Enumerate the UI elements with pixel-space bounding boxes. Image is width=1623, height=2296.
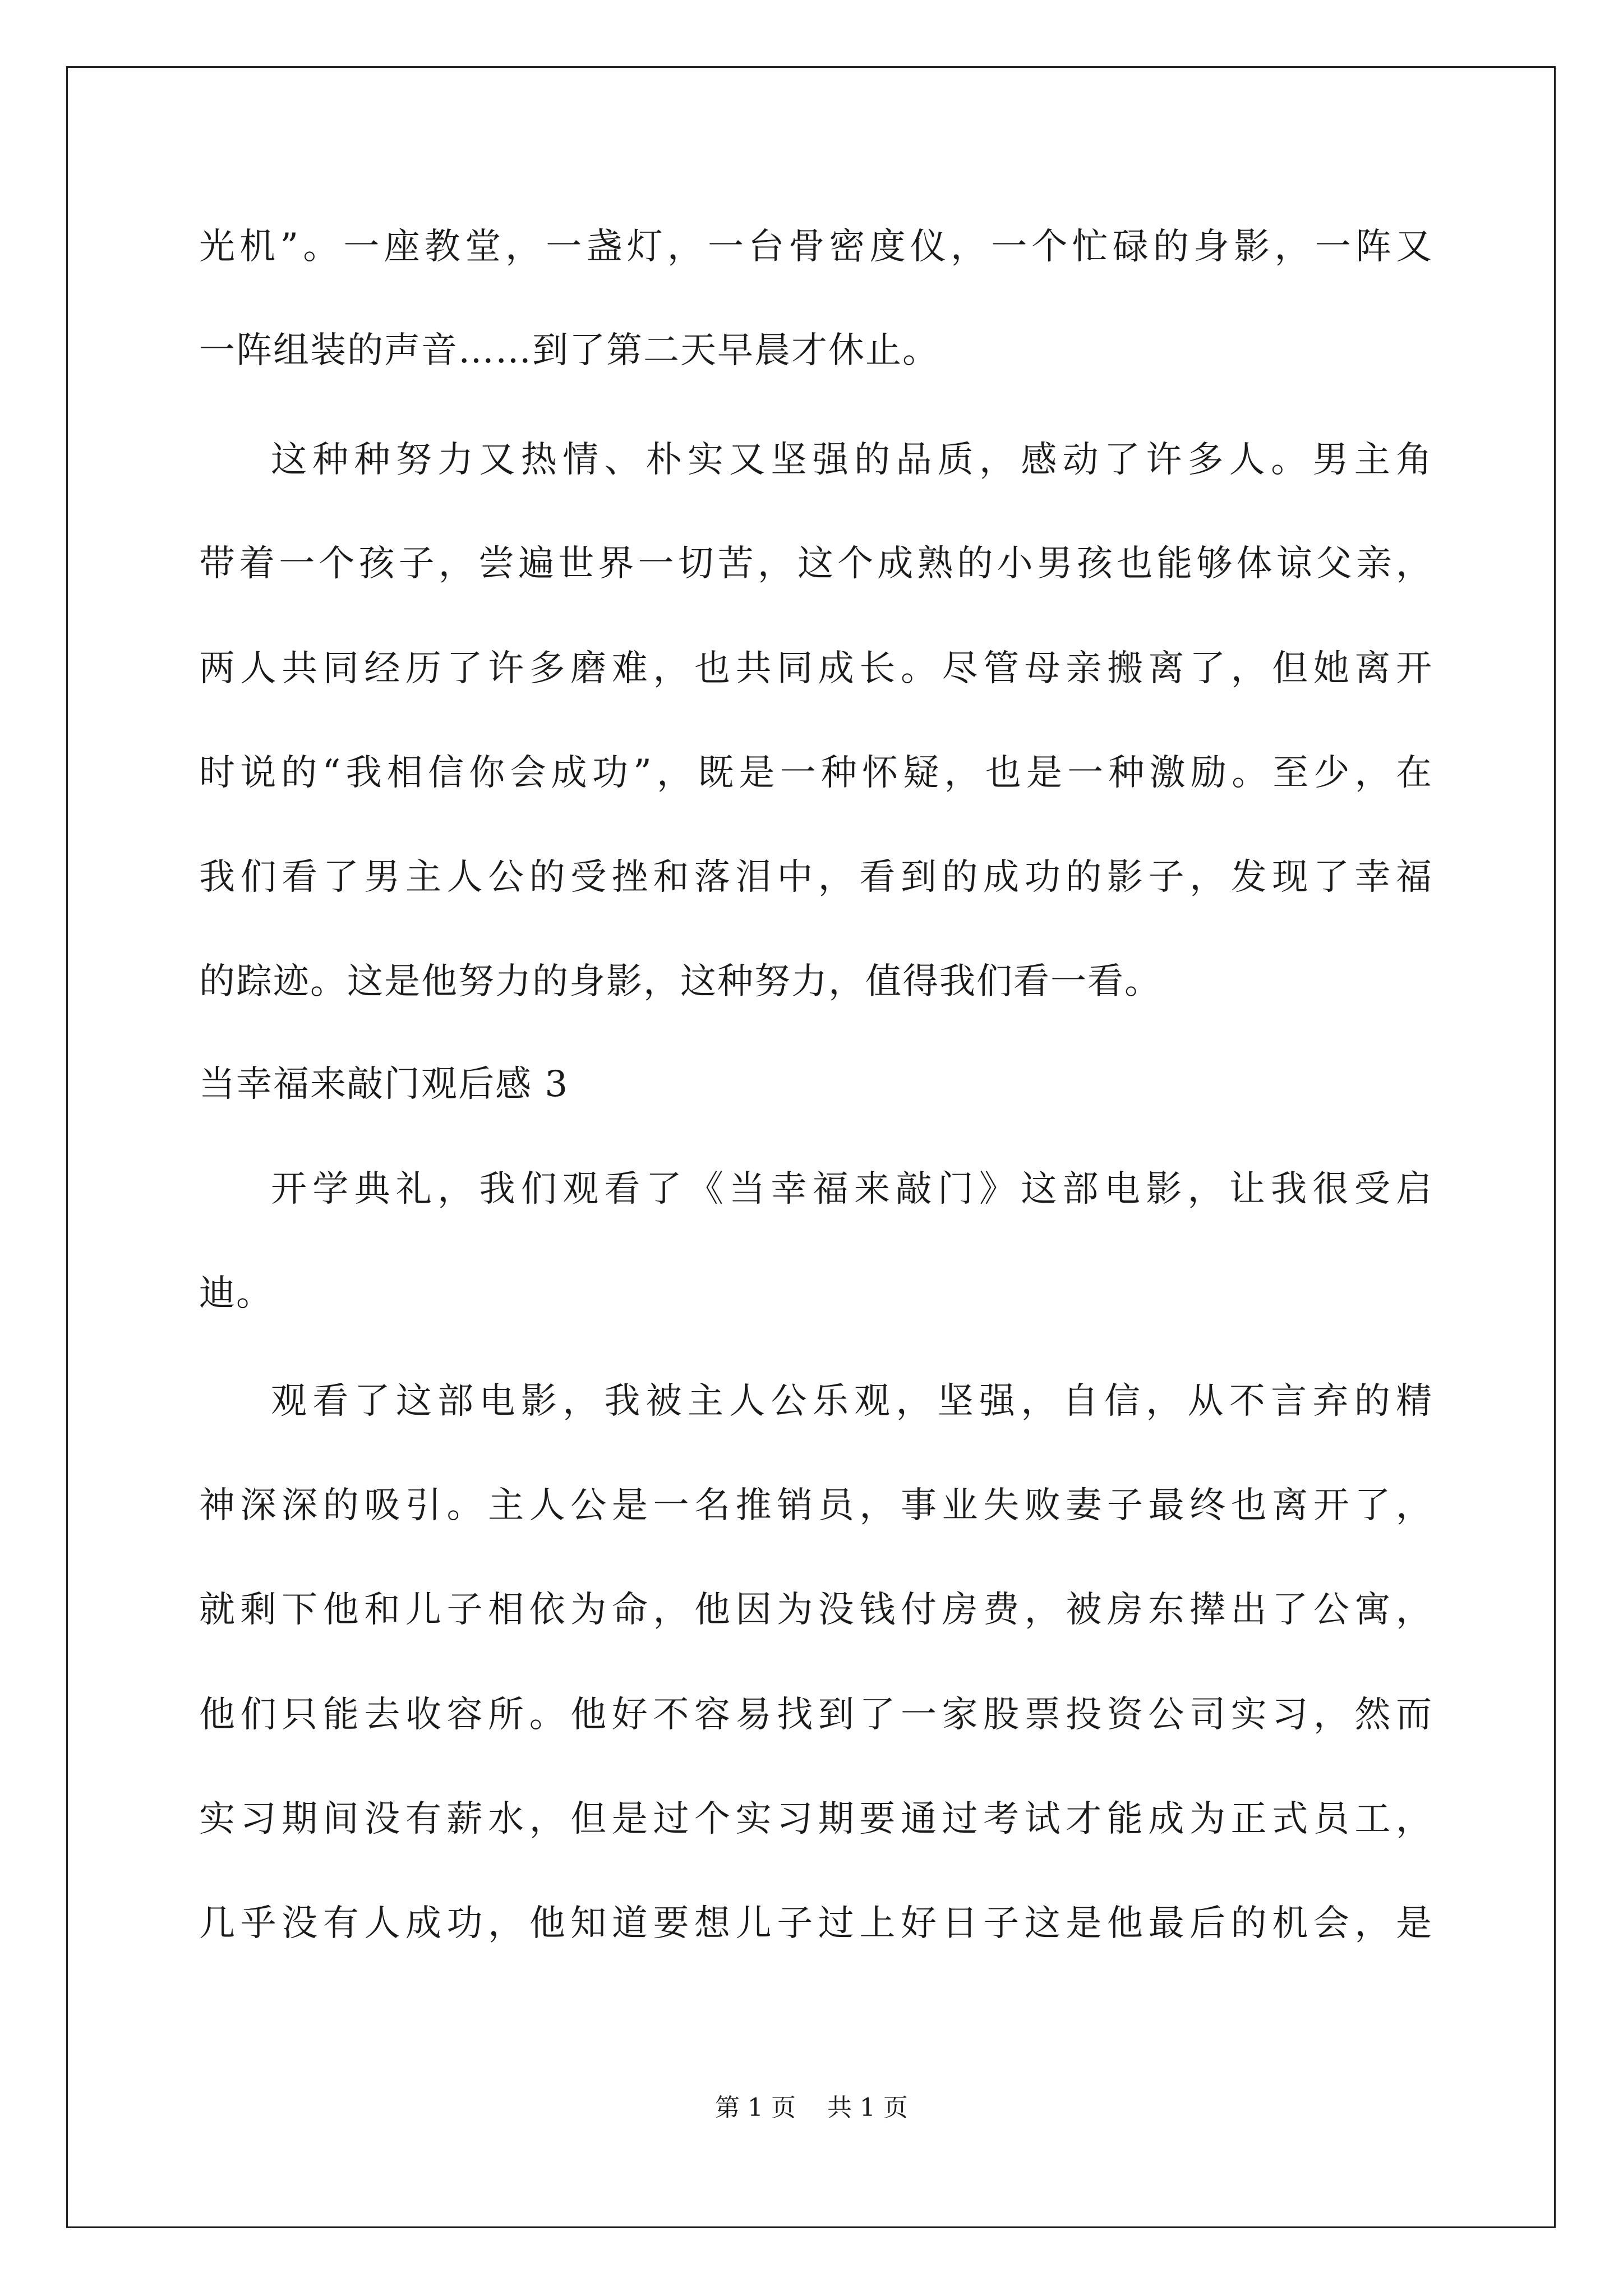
text-line: 迪。 <box>199 1273 273 1314</box>
page-footer: 第 1 页 共 1 页 <box>715 2093 908 2122</box>
paragraph-first-line: 开学典礼，我们观看了《当幸福来敲门》这部电影，让我很受启 <box>271 1168 1433 1210</box>
text-line: 的踪迹。这是他努力的身影，这种努力，值得我们看一看。 <box>199 961 1161 1002</box>
text-line: 实习期间没有薪水，但是过个实习期要通过考试才能成为正式员工， <box>199 1798 1433 1840</box>
text-line: 一阵组装的声音……到了第二天早晨才休止。 <box>199 330 939 371</box>
text-line: 带着一个孩子，尝遍世界一切苦，这个成熟的小男孩也能够体谅父亲， <box>199 543 1433 585</box>
text-line: 就剩下他和儿子相依为命，他因为没钱付房费，被房东撵出了公寓， <box>199 1589 1433 1631</box>
text-line: 时说的“我相信你会成功”，既是一种怀疑，也是一种激励。至少，在 <box>199 752 1433 794</box>
text-line: 两人共同经历了许多磨难，也共同成长。尽管母亲搬离了，但她离开 <box>199 648 1433 689</box>
paragraph-first-line: 观看了这部电影，我被主人公乐观，坚强，自信，从不言弃的精 <box>271 1381 1433 1422</box>
text-line: 我们看了男主人公的受挫和落泪中，看到的成功的影子，发现了幸福 <box>199 857 1433 898</box>
text-line: 光机”。一座教堂，一盏灯，一台骨密度仪，一个忙碌的身影，一阵又 <box>199 226 1433 268</box>
text-line: 神深深的吸引。主人公是一名推销员，事业失败妻子最终也离开了， <box>199 1485 1433 1526</box>
text-line: 几乎没有人成功，他知道要想儿子过上好日子这是他最后的机会，是 <box>199 1903 1433 1944</box>
text-line: 他们只能去收容所。他好不容易找到了一家股票投资公司实习，然而 <box>199 1694 1433 1736</box>
paragraph-first-line: 这种种努力又热情、朴实又坚强的品质，感动了许多人。男主角 <box>271 439 1433 481</box>
section-heading: 当幸福来敲门观后感 3 <box>199 1064 569 1105</box>
